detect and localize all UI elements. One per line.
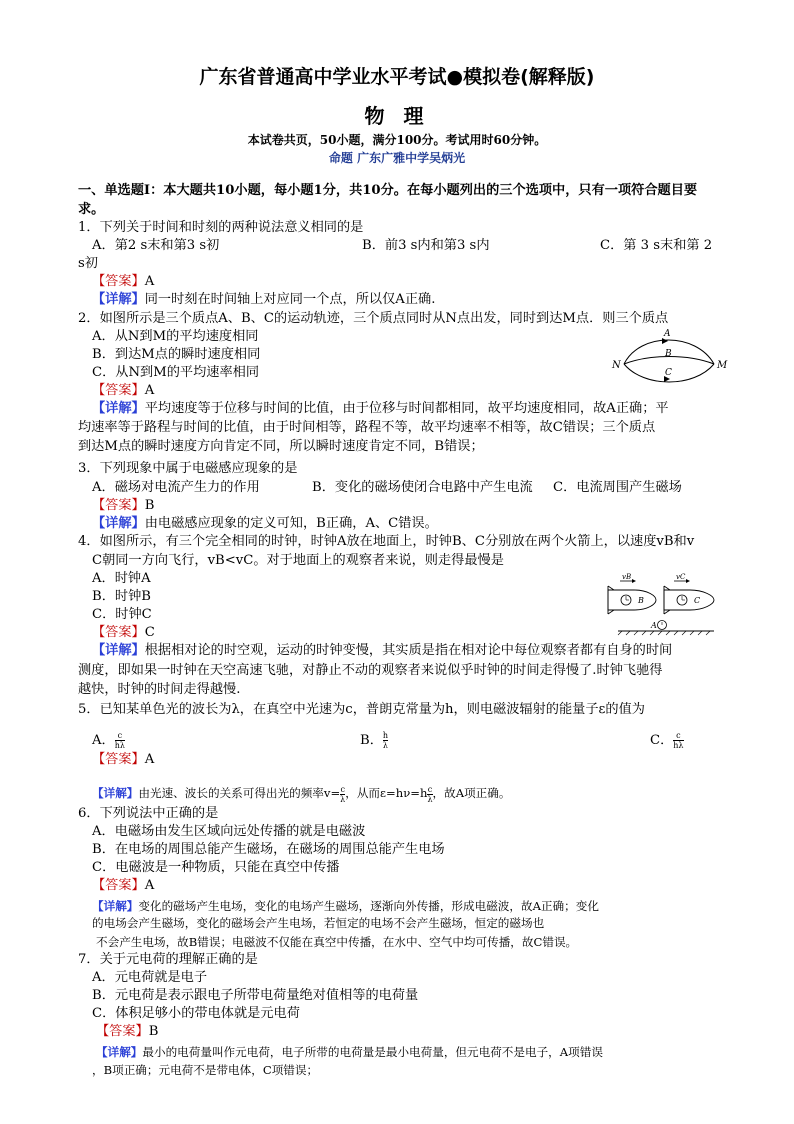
- question-2-stem: 2．如图所示是三个质点A、B、C的运动轨迹，三个质点同时从N点出发，同时到达M点．则三个质点: [78, 311, 669, 326]
- arrow-vb-icon: [632, 579, 636, 583]
- question-3-answer: [92, 497, 154, 515]
- detail-text-2: ，从而ε=hν=h: [345, 786, 428, 800]
- answer-value: B: [144, 498, 155, 513]
- trajectory-figure: [610, 328, 726, 392]
- answer-label: 【答案】: [92, 878, 145, 893]
- detail-text: 最小的电荷量叫作元电荷，电子所带的电荷量是最小电荷量，但元电荷不是电子，A项错误: [142, 1045, 603, 1059]
- answer-value: A: [144, 752, 155, 767]
- answer-value: B: [148, 1024, 159, 1039]
- fraction-numerator: c: [340, 784, 345, 794]
- label-vb: vB: [622, 573, 632, 581]
- question-1-option-b: B．前3 s内和第3 s内: [362, 238, 490, 253]
- label-a: A: [664, 329, 671, 339]
- answer-value: A: [144, 878, 155, 893]
- fraction-denominator: λ: [340, 794, 346, 804]
- option-a-fraction: [115, 731, 125, 750]
- answer-label: 【答案】: [92, 498, 145, 513]
- fraction-numerator: c: [427, 784, 433, 794]
- answer-label: 【答案】: [92, 383, 145, 398]
- label-vc: vC: [676, 573, 686, 581]
- fraction-numerator: c: [676, 731, 681, 740]
- section-heading-cont: 求。: [78, 202, 105, 217]
- question-2-detail-3: 到达M点的瞬时速度方向肯定不同，所以瞬时速度肯定不同，B错误；: [78, 439, 484, 454]
- option-c-fraction: [673, 731, 683, 750]
- question-4-detail-2: 测度，即如果一时钟在天空高速飞驰，对静止不动的观察者来说似乎时钟的时间走得慢了.时钟飞驰得: [78, 663, 663, 678]
- detail-label: 【详解】: [92, 516, 145, 531]
- answer-label: 【答案】: [96, 1024, 149, 1039]
- detail-label: 【详解】: [96, 1045, 143, 1059]
- question-4-detail-3: 越快，时钟的时间走得越慢.: [78, 682, 241, 697]
- question-1-stem: 1．下列关于时间和时刻的两种说法意义相同的是: [78, 220, 364, 235]
- option-b-label: B．: [360, 733, 383, 748]
- question-4-option-b: B．时钟B: [92, 589, 151, 604]
- question-3-option-a: A．磁场对电流产生力的作用: [92, 480, 260, 495]
- fraction-denominator: hλ: [114, 741, 125, 750]
- detail-label: 【详解】: [92, 899, 139, 913]
- question-3-detail: [92, 515, 438, 533]
- question-6-option-c: C．电磁波是一种物质，只能在真空中传播: [92, 860, 340, 875]
- question-1-answer: [92, 273, 154, 291]
- question-5-detail: [92, 784, 510, 804]
- question-1-detail: [92, 291, 435, 309]
- question-4-option-a: A．时钟A: [92, 571, 151, 586]
- answer-label: 【答案】: [92, 274, 145, 289]
- question-5-stem: 5．已知某单色光的波长为λ，在真空中光速为c，普朗克常量为h，则电磁波辐射的能量子ε的值为: [78, 702, 645, 717]
- answer-value: A: [144, 383, 155, 398]
- fraction-denominator: λ: [382, 741, 388, 750]
- question-4-stem: 4．如图所示，有三个完全相同的时钟，时钟A放在地面上，时钟B、C分别放在两个火箭上，以速度vB和v: [78, 534, 695, 549]
- fraction-denominator: λ: [427, 794, 433, 804]
- detail-text-1: 由光速、波长的关系可得出光的频率v=: [138, 786, 341, 800]
- label-m: M: [717, 360, 728, 371]
- question-7-detail-2: ，B项正确；元电荷不是带电体，C项错误；: [92, 1063, 319, 1077]
- rocket-c-icon: [664, 586, 714, 614]
- question-5-option-a: [92, 731, 125, 750]
- question-4-detail-1: [92, 642, 672, 660]
- question-6-option-a: A．电磁场由发生区域向远处传播的就是电磁波: [92, 824, 366, 839]
- question-7-option-b: B．元电荷是表示跟电子所带电荷量绝对值相等的电荷量: [92, 988, 419, 1003]
- detail-text-3: ，故A项正确。: [432, 786, 511, 800]
- question-5-option-b: [360, 731, 388, 750]
- label-a: A: [651, 621, 657, 630]
- fraction-numerator: c: [117, 731, 123, 740]
- subject-title: 物 理: [364, 104, 430, 128]
- question-1-option-c-cont: s初: [78, 256, 98, 271]
- label-c: C: [665, 368, 672, 378]
- detail-text: 变化的磁场产生电场，变化的电场产生磁场，逐渐向外传播，形成电磁波，故A正确；变化: [138, 899, 599, 913]
- ground-hatch: [618, 631, 710, 635]
- question-1-option-a: A．第2 s末和第3 s初: [92, 238, 220, 253]
- arrow-vc-icon: [686, 579, 690, 583]
- rocket-b-icon: [608, 586, 656, 614]
- option-b-fraction: [383, 731, 388, 750]
- question-1-option-c: C．第 3 s末和第 2: [600, 238, 713, 253]
- detail-text: 由电磁感应现象的定义可知，B正确，A、C错误。: [144, 516, 438, 531]
- page-title: 广东省普通高中学业水平考试●模拟卷(解释版): [199, 66, 595, 88]
- question-7-option-c: C．体积足够小的带电体就是元电荷: [92, 1006, 300, 1021]
- ground-clock-a-icon: [650, 621, 667, 631]
- question-4-stem-cont: C朝同一方向飞行，vB<vC。对于地面上的观察者来说，则走得最慢是: [92, 553, 504, 568]
- question-2-answer: [92, 382, 154, 400]
- detail-label: 【详解】: [92, 643, 145, 658]
- exam-info: 本试卷共页，50小题，满分100分。考试用时60分钟。: [247, 133, 547, 147]
- option-a-label: A．: [92, 733, 115, 748]
- question-2-option-a: A．从N到M的平均速度相同: [92, 329, 259, 344]
- question-7-answer: [96, 1023, 158, 1041]
- label-b: B: [665, 349, 672, 359]
- question-6-stem: 6．下列说法中正确的是: [78, 806, 219, 821]
- question-2-option-b: B．到达M点的瞬时速度相同: [92, 347, 261, 362]
- question-6-answer: [92, 877, 154, 895]
- detail-text: 同一时刻在时间轴上对应同一个点，所以仅A正确.: [144, 292, 436, 307]
- question-6-detail-3: 不会产生电场，故B错误；电磁波不仅能在真空中传播，在水中、空气中均可传播，故C错误。: [96, 935, 578, 949]
- detail-label: 【详解】: [92, 292, 145, 307]
- detail-label: 【详解】: [92, 401, 145, 416]
- question-7-stem: 7．关于元电荷的理解正确的是: [78, 952, 258, 967]
- question-6-detail-1: [92, 897, 599, 915]
- label-b: B: [638, 596, 644, 605]
- detail-label: 【详解】: [92, 786, 139, 800]
- fraction-numerator: h: [382, 731, 389, 740]
- question-5-option-c: [650, 731, 684, 750]
- answer-value: C: [144, 625, 155, 640]
- question-4-option-c: C．时钟C: [92, 607, 152, 622]
- detail-text: 根据相对论的时空观，运动的时钟变慢，其实质是指在相对论中每位观察者都有自身的时间: [144, 643, 673, 658]
- question-7-detail-1: [96, 1043, 603, 1061]
- question-3-option-c: C．电流周围产生磁场: [553, 480, 682, 495]
- rocket-clock-figure: [604, 570, 722, 636]
- question-2-detail-1: [92, 400, 669, 418]
- question-6-detail-2: 的电场会产生磁场，变化的磁场会产生电场，若恒定的电场不会产生磁场，恒定的磁场也: [92, 916, 545, 930]
- question-6-option-b: B．在电场的周围总能产生磁场，在磁场的周围总能产生电场: [92, 842, 445, 857]
- label-n: N: [612, 360, 621, 371]
- answer-value: A: [144, 274, 155, 289]
- label-c: C: [694, 596, 701, 605]
- question-4-answer: [92, 624, 155, 642]
- question-5-answer: [92, 751, 154, 769]
- option-c-label: C．: [650, 733, 674, 748]
- question-3-stem: 3．下列现象中属于电磁感应现象的是: [78, 461, 298, 476]
- fraction-denominator: hλ: [673, 741, 684, 750]
- question-2-detail-2: 均速率等于路程与时间的比值，由于时间相等，路程不等，故平均速率不相等，故C错误；三个质点: [78, 420, 656, 435]
- question-7-option-a: A．元电荷就是电子: [92, 970, 208, 985]
- exam-author: 命题 广东广雅中学吴炳光: [328, 151, 466, 165]
- answer-label: 【答案】: [92, 625, 145, 640]
- section-heading: 一、单选题I：本大题共10小题，每小题1分，共10分。在每小题列出的三个选项中，只有一项符合题目要: [78, 183, 698, 198]
- question-3-option-b: B．变化的磁场使闭合电路中产生电流: [312, 480, 533, 495]
- question-2-option-c: C．从N到M的平均速率相同: [92, 365, 260, 380]
- detail-text: 平均速度等于位移与时间的比值，由于位移与时间都相同，故平均速度相同，故A正确；平: [144, 401, 669, 416]
- answer-label: 【答案】: [92, 752, 145, 767]
